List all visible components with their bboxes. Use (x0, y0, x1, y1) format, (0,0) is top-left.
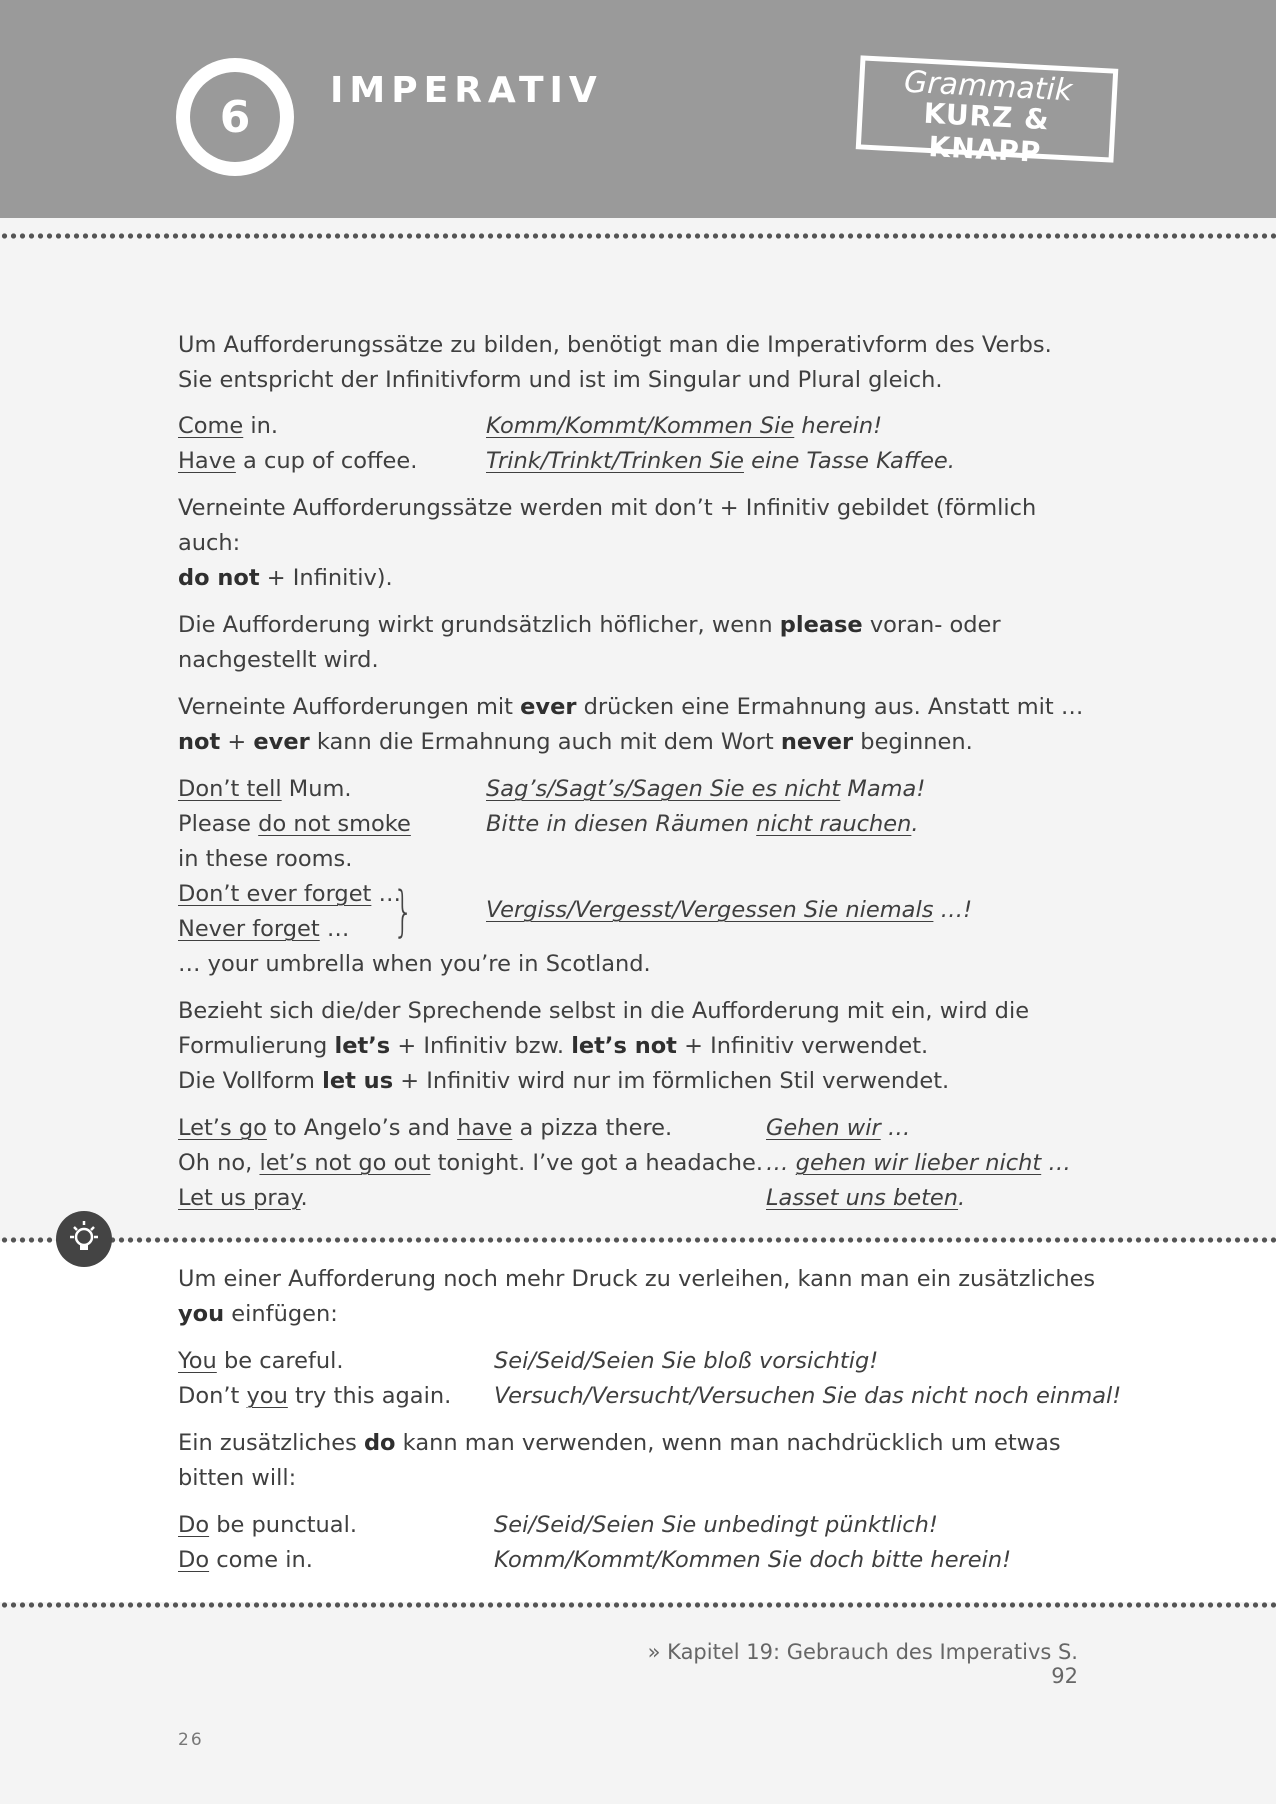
example-de-rest: herein! (794, 413, 883, 439)
dotted-divider (0, 1237, 1276, 1243)
example-row (178, 444, 1098, 479)
example-row: Let us pray. Lasset uns beten. (178, 1185, 966, 1211)
dotted-divider (0, 233, 1276, 239)
main-content (178, 328, 1098, 1216)
grammar-stamp (856, 55, 1119, 169)
example-en-rest: in. (243, 413, 279, 439)
example-row: You be careful. Sei/Seid/Seien Sie bloß vorsichtig! (178, 1348, 879, 1374)
example-de-verb: Komm/Kommt/Kommen Sie (486, 413, 795, 439)
lightbulb-icon (56, 1211, 112, 1267)
example-row: Do be punctual. Sei/Seid/Seien Sie unbedingt pünktlich! (178, 1512, 938, 1538)
example-row: Don’t you try this again. Versuch/Versucht/Versuchen Sie das nicht noch einmal! (178, 1383, 1122, 1409)
please-paragraph: Die Aufforderung wirkt grundsätzlich höflicher, wenn please voran- oder nachgestellt wird. (178, 612, 1001, 673)
chapter-number: 6 (190, 72, 280, 162)
example-en-verb: Come (178, 413, 244, 439)
negation-paragraph: Verneinte Aufforderungssätze werden mit don’t + Infinitiv gebildet (förmlich auch: do not + Infinitiv). (178, 495, 1037, 591)
example-block-1 (178, 409, 1098, 479)
chapter-reference-link[interactable]: » Kapitel 19: Gebrauch des Imperativs S. 92 (647, 1640, 1078, 1688)
stamp-line-1: Grammatik (903, 64, 1074, 109)
example-row: … your umbrella when you’re in Scotland. (178, 951, 651, 977)
example-row: Let’s go to Angelo’s and have a pizza there. Gehen wir … (178, 1115, 911, 1141)
example-row: Do come in. Komm/Kommt/Kommen Sie doch bitte herein! (178, 1547, 1012, 1573)
example-de-rest: eine Tasse Kaffee. (743, 448, 955, 474)
intro-line-2: Sie entspricht der Infinitivform und ist im Singular und Plural gleich. (178, 367, 943, 393)
example-de-verb: Trink/Trinkt/Trinken Sie (486, 448, 744, 474)
example-row: Never forget … (178, 916, 350, 942)
page-number: 26 (178, 1730, 204, 1750)
example-row: Don’t ever forget … (178, 881, 402, 907)
dotted-divider (0, 1602, 1276, 1608)
tip-content (178, 1262, 1122, 1578)
brace-group: Don’t ever forget … Never forget … } Vergiss/Vergesst/Vergessen Sie niemals …! (178, 877, 1098, 947)
example-row: Oh no, let’s not go out tonight. I’ve got a headache. … gehen wir lieber nicht … (178, 1150, 1071, 1176)
page-title: IMPERATIV (330, 70, 603, 111)
intro-line-1: Um Aufforderungssätze zu bilden, benötigt man die Imperativform des Verbs. (178, 332, 1052, 358)
do-paragraph: Ein zusätzliches do kann man verwenden, wenn man nachdrücklich um etwas bitten will: (178, 1430, 1061, 1491)
tip-intro: Um einer Aufforderung noch mehr Druck zu verleihen, kann man ein zusätzliches you einfügen: (178, 1266, 1096, 1327)
stamp-line-2: KURZ & KNAPP (922, 96, 1051, 169)
example-row: in these rooms. (178, 846, 353, 872)
chapter-number-badge (176, 58, 294, 176)
tip-example-block-1 (178, 1344, 1122, 1414)
chapter-header (0, 0, 1276, 218)
example-block-3 (178, 1111, 1098, 1216)
example-row: Please do not smoke Bitte in diesen Räumen nicht rauchen. (178, 811, 919, 837)
example-row: Don’t tell Mum. Sag’s/Sagt’s/Sagen Sie es nicht Mama! (178, 776, 926, 802)
example-row (178, 409, 1098, 444)
lets-paragraph: Bezieht sich die/der Sprechende selbst in die Aufforderung mit ein, wird die Formulierung let’s + Infinitiv bzw. let’s not + Infinitiv verwendet. Die Vollform let us + Infinitiv wird nur im förmlichen Stil verwendet. (178, 998, 1030, 1094)
curly-brace-icon: } (392, 880, 414, 943)
tip-example-block-2 (178, 1508, 1098, 1578)
ever-paragraph: Verneinte Aufforderungen mit ever drücken eine Ermahnung aus. Anstatt mit … not + ever kann die Ermahnung auch mit dem Wort never beginnen. (178, 694, 1084, 755)
example-block-2 (178, 772, 1098, 982)
example-en-rest: a cup of coffee. (235, 448, 418, 474)
example-en-verb: Have (178, 448, 236, 474)
